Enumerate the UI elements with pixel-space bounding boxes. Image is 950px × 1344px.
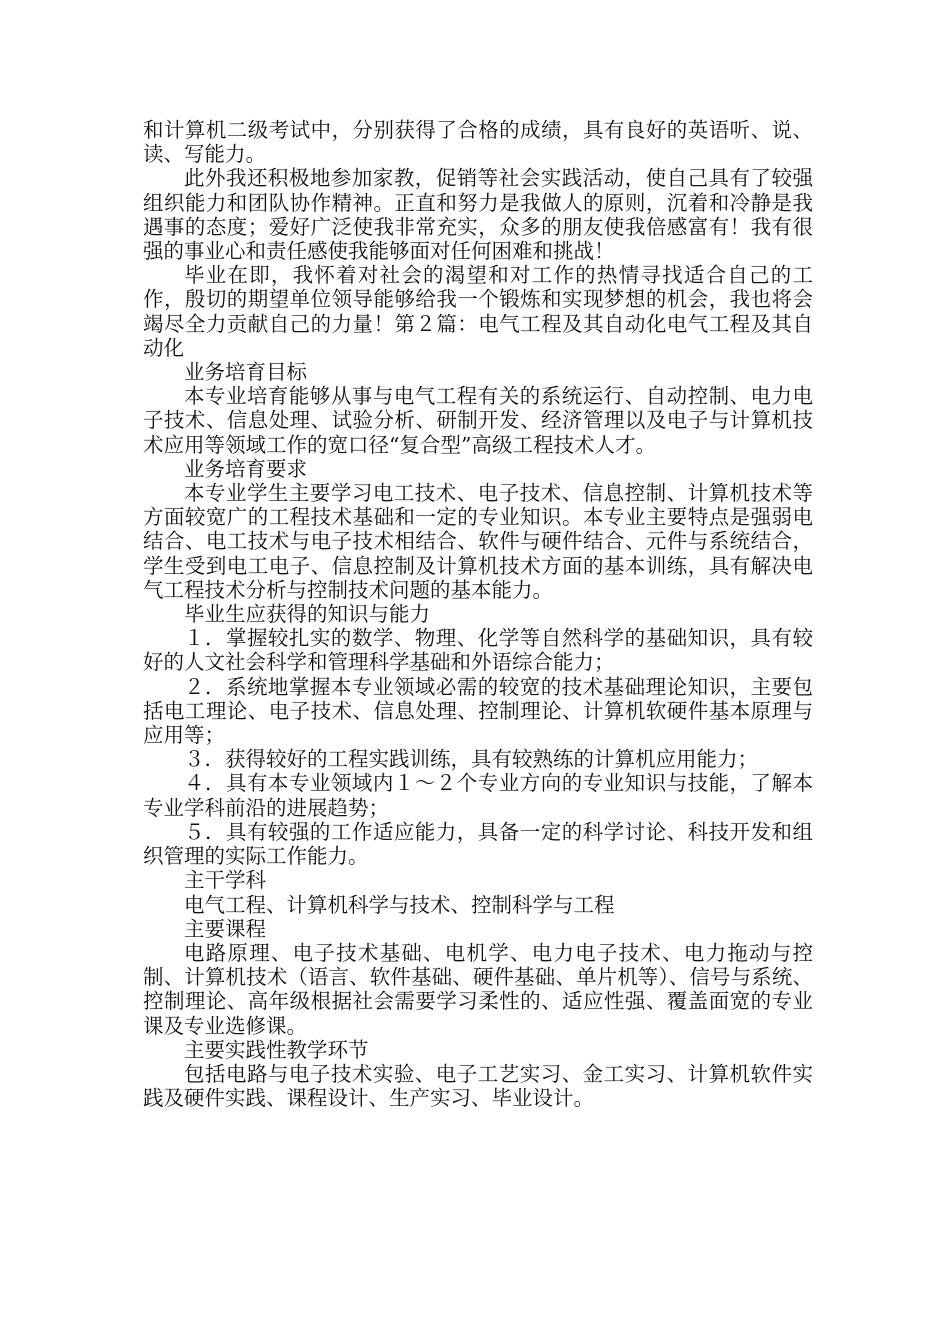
document-body: [143, 118, 813, 1110]
section-heading: 业务培育要求: [184, 456, 307, 481]
section-heading: 主干学科: [184, 868, 266, 893]
list-item: ４．具有本专业领域内１～２个专业方向的专业知识与技能，了解本专业学科前沿的进展趋势；: [143, 771, 813, 820]
section-heading: 主要课程: [184, 916, 266, 941]
paragraph: 包括电路与电子技术实验、电子工艺实习、金工实习、计算机软件实践及硬件实践、课程设计、生产实习、毕业设计。: [143, 1061, 813, 1111]
list-item: ３．获得较好的工程实践训练，具有较熟练的计算机应用能力；: [184, 747, 758, 772]
list-item: １．掌握较扎实的数学、物理、化学等自然科学的基础知识，具有较好的人文社会科学和管理科学基础和外语综合能力；: [143, 626, 813, 675]
paragraph: 本专业培育能够从事与电气工程有关的系统运行、自动控制、电力电子技术、信息处理、试验分析、研制开发、经济管理以及电子与计算机技术应用等领域工作的宽口径“复合型”高级工程技术人才。: [143, 384, 813, 457]
paragraph: 本专业学生主要学习电工技术、电子技术、信息控制、计算机技术等方面较宽广的工程技术基础和一定的专业知识。本专业主要特点是强弱电结合、电工技术与电子技术相结合、软件与硬件结合、元件与系统结合，学生受到电工电子、信息控制及计算机技术方面的基本训练，具有解决电气工程技术分析与控制技术问题的基本能力。: [143, 481, 813, 602]
paragraph: 和计算机二级考试中，分别获得了合格的成绩，具有良好的英语听、说、读、写能力。: [143, 118, 813, 167]
section-heading: 主要实践性教学环节: [184, 1037, 369, 1062]
paragraph: 此外我还积极地参加家教，促销等社会实践活动，使自己具有了较强组织能力和团队协作精神。正直和努力是我做人的原则，沉着和冷静是我遇事的态度；爱好广泛使我非常充实，众多的朋友使我倍感富有！我有很强的事业心和责任感使我能够面对任何困难和挑战！: [143, 166, 813, 264]
paragraph: 电气工程、计算机科学与技术、控制科学与工程: [184, 892, 615, 917]
paragraph: 毕业在即，我怀着对社会的渴望和对工作的热情寻找适合自己的工作，殷切的期望单位领导能够给我一个锻炼和实现梦想的机会，我也将会竭尽全力贡献自己的力量！第２篇：电气工程及其自动化电气工程及其自动化: [143, 263, 813, 360]
list-item: ５．具有较强的工作适应能力，具备一定的科学讨论、科技开发和组织管理的实际工作能力。: [143, 819, 813, 869]
list-item: ２．系统地掌握本专业领域必需的较宽的技术基础理论知识，主要包括电工理论、电子技术、信息处理、控制理论、计算机软硬件基本原理与应用等；: [143, 674, 813, 748]
section-heading: 毕业生应获得的知识与能力: [184, 602, 430, 627]
paragraph: 电路原理、电子技术基础、电机学、电力电子技术、电力拖动与控制、计算机技术（语言、软件基础、硬件基础、单片机等）、信号与系统、控制理论、高年级根据社会需要学习柔性的、适应性强、覆盖面宽的专业课及专业选修课。: [143, 940, 813, 1038]
section-heading: 业务培育目标: [184, 360, 307, 385]
